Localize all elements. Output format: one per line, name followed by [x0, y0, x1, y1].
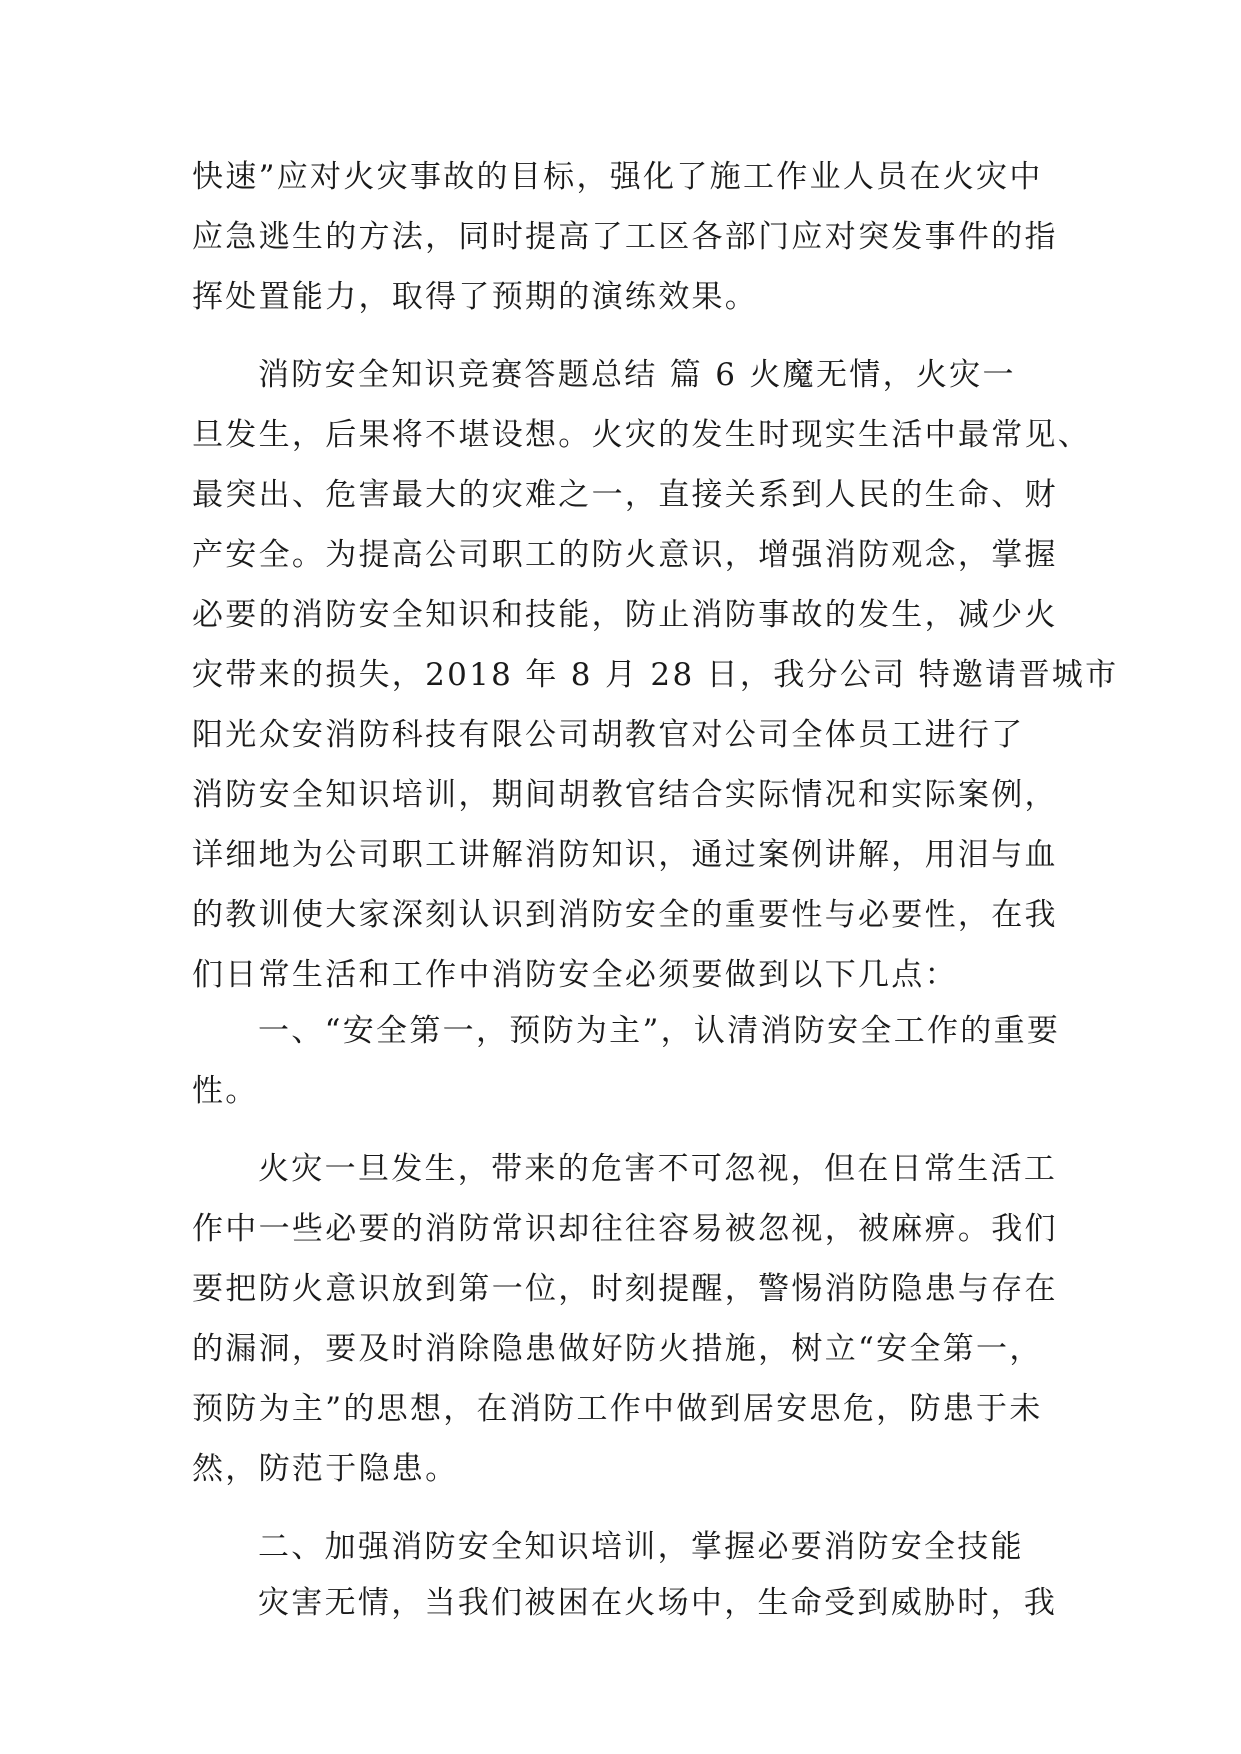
text-line: 消防安全知识培训，期间胡教官结合实际情况和实际案例，: [192, 777, 1058, 813]
document-body: [192, 159, 1119, 1646]
text-line: 阳光众安消防科技有限公司胡教官对公司全体员工进行了: [192, 717, 1025, 753]
text-line: 灾害无情，当我们被困在火场中，生命受到威胁时，我: [258, 1585, 1058, 1621]
text-line: 旦发生，后果将不堪设想。火灾的发生时现实生活中最常见、: [192, 417, 1092, 453]
text-line: 灾带来的损失，2018 年 8 月 28 日，我分公司 特邀请晋城市: [192, 657, 1119, 693]
text-line: 应急逃生的方法，同时提高了工区各部门应对突发事件的指: [192, 219, 1058, 255]
section-heading-line: 消防安全知识竞赛答题总结 篇 6 火魔无情，火灾一: [258, 357, 1016, 393]
text-line: 的教训使大家深刻认识到消防安全的重要性与必要性，在我: [192, 897, 1058, 933]
text-line: 最突出、危害最大的灾难之一，直接关系到人民的生命、财: [192, 477, 1058, 513]
text-line: 要把防火意识放到第一位，时刻提醒，警惕消防隐患与存在: [192, 1271, 1058, 1307]
text-line: 预防为主”的思想，在消防工作中做到居安思危，防患于未: [192, 1391, 1043, 1427]
text-line: 火灾一旦发生，带来的危害不可忽视，但在日常生活工: [258, 1151, 1058, 1187]
text-line: 快速”应对火灾事故的目标，强化了施工作业人员在火灾中: [192, 159, 1043, 195]
text-line: 必要的消防安全知识和技能，防止消防事故的发生，减少火: [192, 597, 1058, 633]
text-line: 一、“安全第一，预防为主”，认清消防安全工作的重要: [258, 1013, 1061, 1049]
text-line: 二、加强消防安全知识培训，掌握必要消防安全技能: [258, 1529, 1024, 1565]
text-line: 详细地为公司职工讲解消防知识，通过案例讲解，用泪与血: [192, 837, 1058, 873]
text-line: 们日常生活和工作中消防安全必须要做到以下几点：: [192, 957, 958, 993]
text-line: 挥处置能力，取得了预期的演练效果。: [192, 279, 759, 315]
text-line: 作中一些必要的消防常识却往往容易被忽视，被麻痹。我们: [192, 1211, 1058, 1247]
text-line: 然，防范于隐患。: [192, 1451, 459, 1487]
text-line: 性。: [192, 1073, 259, 1109]
text-line: 产安全。为提高公司职工的防火意识，增强消防观念，掌握: [192, 537, 1058, 573]
text-line: 的漏洞，要及时消除隐患做好防火措施，树立“安全第一，: [192, 1331, 1043, 1367]
